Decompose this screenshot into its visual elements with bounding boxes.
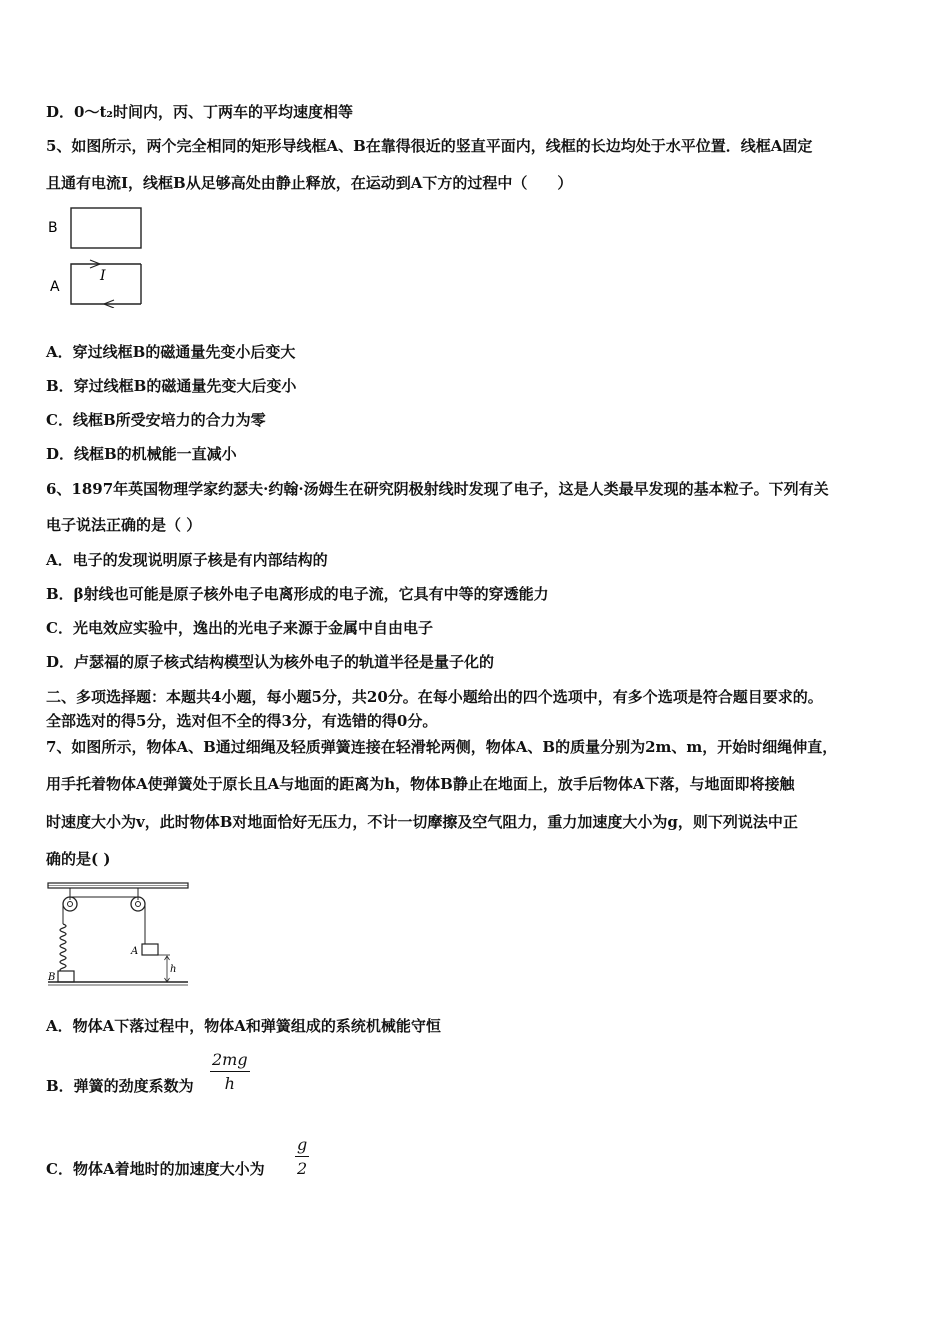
fig5-label-b: B (48, 220, 58, 236)
q5-option-c: C．线框B所受安培力的合力为零 (46, 411, 266, 429)
q5-option-a: A．穿过线框B的磁通量先变小后变大 (46, 343, 296, 361)
fig5-label-a: A (50, 279, 60, 295)
q7-option-c: C．物体A着地时的加速度大小为 (46, 1160, 265, 1178)
q5-stem-line1: 5、如图所示，两个完全相同的矩形导线框A、B在靠得很近的竖直平面内，线框的长边均处于水平位置．线框A固定 (46, 137, 813, 155)
q5-figure (44, 204, 154, 308)
q7-stem-line1: 7、如图所示，物体A、B通过细绳及轻质弹簧连接在轻滑轮两侧，物体A、B的质量分别为2m、m，开始时细绳伸直， (46, 738, 838, 756)
q7-option-b: B．弹簧的劲度系数为 (46, 1077, 194, 1095)
fig5-current-label: I (100, 268, 106, 284)
fig7-label-h: h (170, 964, 177, 975)
q4-option-d: D．0～t₂时间内，丙、丁两车的平均速度相等 (46, 103, 353, 121)
q5-option-b: B．穿过线框B的磁通量先变大后变小 (46, 377, 297, 395)
frame-b (71, 208, 141, 248)
q6-option-c: C．光电效应实验中，逸出的光电子来源于金属中自由电子 (46, 619, 433, 637)
q6-stem-line2: 电子说法正确的是（ ） (46, 516, 202, 534)
fig7-label-a: A (131, 946, 139, 957)
section2-heading-line2: 全部选对的得5分，选对但不全的得3分，有选错的得0分。 (46, 712, 438, 730)
frac-c-numerator: g (297, 1135, 308, 1154)
q7-stem-line4: 确的是( ) (46, 850, 111, 868)
block-a (142, 944, 158, 955)
q7-option-a: A．物体A下落过程中，物体A和弹簧组成的系统机械能守恒 (46, 1017, 441, 1035)
q7-option-b-fraction (210, 1050, 250, 1093)
frame-a (71, 264, 141, 304)
q7-figure (44, 880, 194, 990)
q6-option-b: B．β射线也可能是原子核外电子电离形成的电子流，它具有中等的穿透能力 (46, 585, 549, 603)
spring (60, 924, 66, 976)
q7-stem-line3: 时速度大小为v，此时物体B对地面恰好无压力，不计一切摩擦及空气阻力，重力加速度大小为g，则下列说法中正 (46, 813, 798, 831)
q6-stem-line1: 6、1897年英国物理学家约瑟夫·约翰·汤姆生在研究阴极射线时发现了电子，这是人类最早发现的基本粒子。下列有关 (46, 480, 829, 498)
q6-option-a: A．电子的发现说明原子核是有内部结构的 (46, 551, 328, 569)
fig7-label-b: B (48, 972, 56, 983)
q5-stem-line2: 且通有电流I，线框B从足够高处由静止释放，在运动到A下方的过程中（ ） (46, 174, 573, 192)
frac-b-numerator: 2mg (212, 1050, 248, 1069)
frac-b-denominator: h (224, 1074, 235, 1093)
block-b (58, 971, 74, 982)
frac-c-denominator: 2 (297, 1159, 308, 1178)
q7-option-c-fraction (295, 1135, 309, 1178)
q7-stem-line2: 用手托着物体A使弹簧处于原长且A与地面的距离为h，物体B静止在地面上，放手后物体A下落，与地面即将接触 (46, 775, 795, 793)
q5-option-d: D．线框B的机械能一直减小 (46, 445, 237, 463)
q6-option-d: D．卢瑟福的原子核式结构模型认为核外电子的轨道半径是量子化的 (46, 653, 495, 671)
section2-heading-line1: 二、多项选择题：本题共4小题，每小题5分，共20分。在每小题给出的四个选项中，有多个选项是符合题目要求的。 (46, 688, 823, 706)
